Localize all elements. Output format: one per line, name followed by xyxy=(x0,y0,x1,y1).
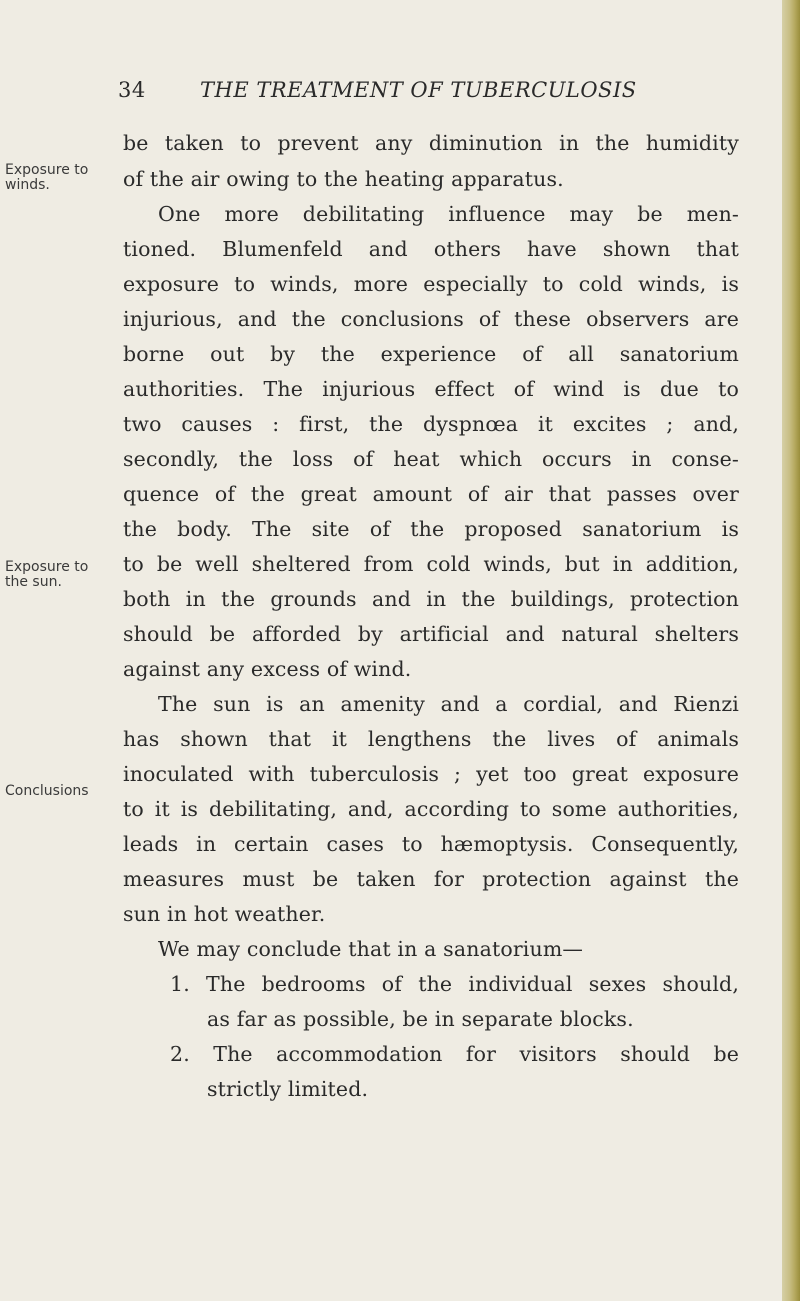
text-line: of the air owing to the heating apparatus. xyxy=(123,167,564,191)
text-line: The sun is an amenity and a cordial, and Rienzi xyxy=(158,692,739,716)
text-line: to it is debilitating, and, according to some authorities, xyxy=(123,797,739,821)
text-line: secondly, the loss of heat which occurs in conse- xyxy=(123,447,739,471)
page-edge-binding xyxy=(782,0,800,1301)
text-line: borne out by the experience of all sanatorium xyxy=(123,342,739,366)
list-item-1: 1. The bedrooms of the individual sexes should, xyxy=(170,972,739,996)
margin-note-conclusions: Conclusions xyxy=(5,783,89,799)
list-item-2-continued: strictly limited. xyxy=(207,1077,369,1101)
running-title: THE TREATMENT OF TUBERCULOSIS xyxy=(200,78,637,102)
text-line: authorities. The injurious effect of wind is due to xyxy=(123,377,739,401)
page-number: 34 xyxy=(118,78,146,102)
text-line: to be well sheltered from cold winds, but in addition, xyxy=(123,552,739,576)
text-line: sun in hot weather. xyxy=(123,902,326,926)
text-line: exposure to winds, more especially to cold winds, is xyxy=(123,272,739,296)
text-line: should be afforded by artificial and natural shelters xyxy=(123,622,739,646)
text-line: quence of the great amount of air that passes over xyxy=(123,482,739,506)
text-line: injurious, and the conclusions of these observers are xyxy=(123,307,739,331)
text-line: One more debilitating influence may be men- xyxy=(158,202,739,226)
text-line: has shown that it lengthens the lives of animals xyxy=(123,727,739,751)
text-line: measures must be taken for protection against the xyxy=(123,867,739,891)
list-item-1-continued: as far as possible, be in separate blocks. xyxy=(207,1007,634,1031)
text-line: be taken to prevent any diminution in the humidity xyxy=(123,131,739,155)
text-line: We may conclude that in a sanatorium— xyxy=(158,937,584,961)
text-line: against any excess of wind. xyxy=(123,657,412,681)
text-line: two causes : first, the dyspnœa it excites ; and, xyxy=(123,412,739,436)
text-line: tioned. Blumenfeld and others have shown that xyxy=(123,237,739,261)
text-line: leads in certain cases to hæmoptysis. Consequently, xyxy=(123,832,739,856)
list-item-2: 2. The accommodation for visitors should be xyxy=(170,1042,739,1066)
page-header xyxy=(118,78,678,108)
margin-note-sun: Exposure to the sun. xyxy=(5,559,89,590)
margin-note-winds: Exposure to winds. xyxy=(5,162,89,193)
text-line: inoculated with tuberculosis ; yet too great exposure xyxy=(123,762,739,786)
text-line: both in the grounds and in the buildings, protection xyxy=(123,587,739,611)
text-line: the body. The site of the proposed sanatorium is xyxy=(123,517,739,541)
